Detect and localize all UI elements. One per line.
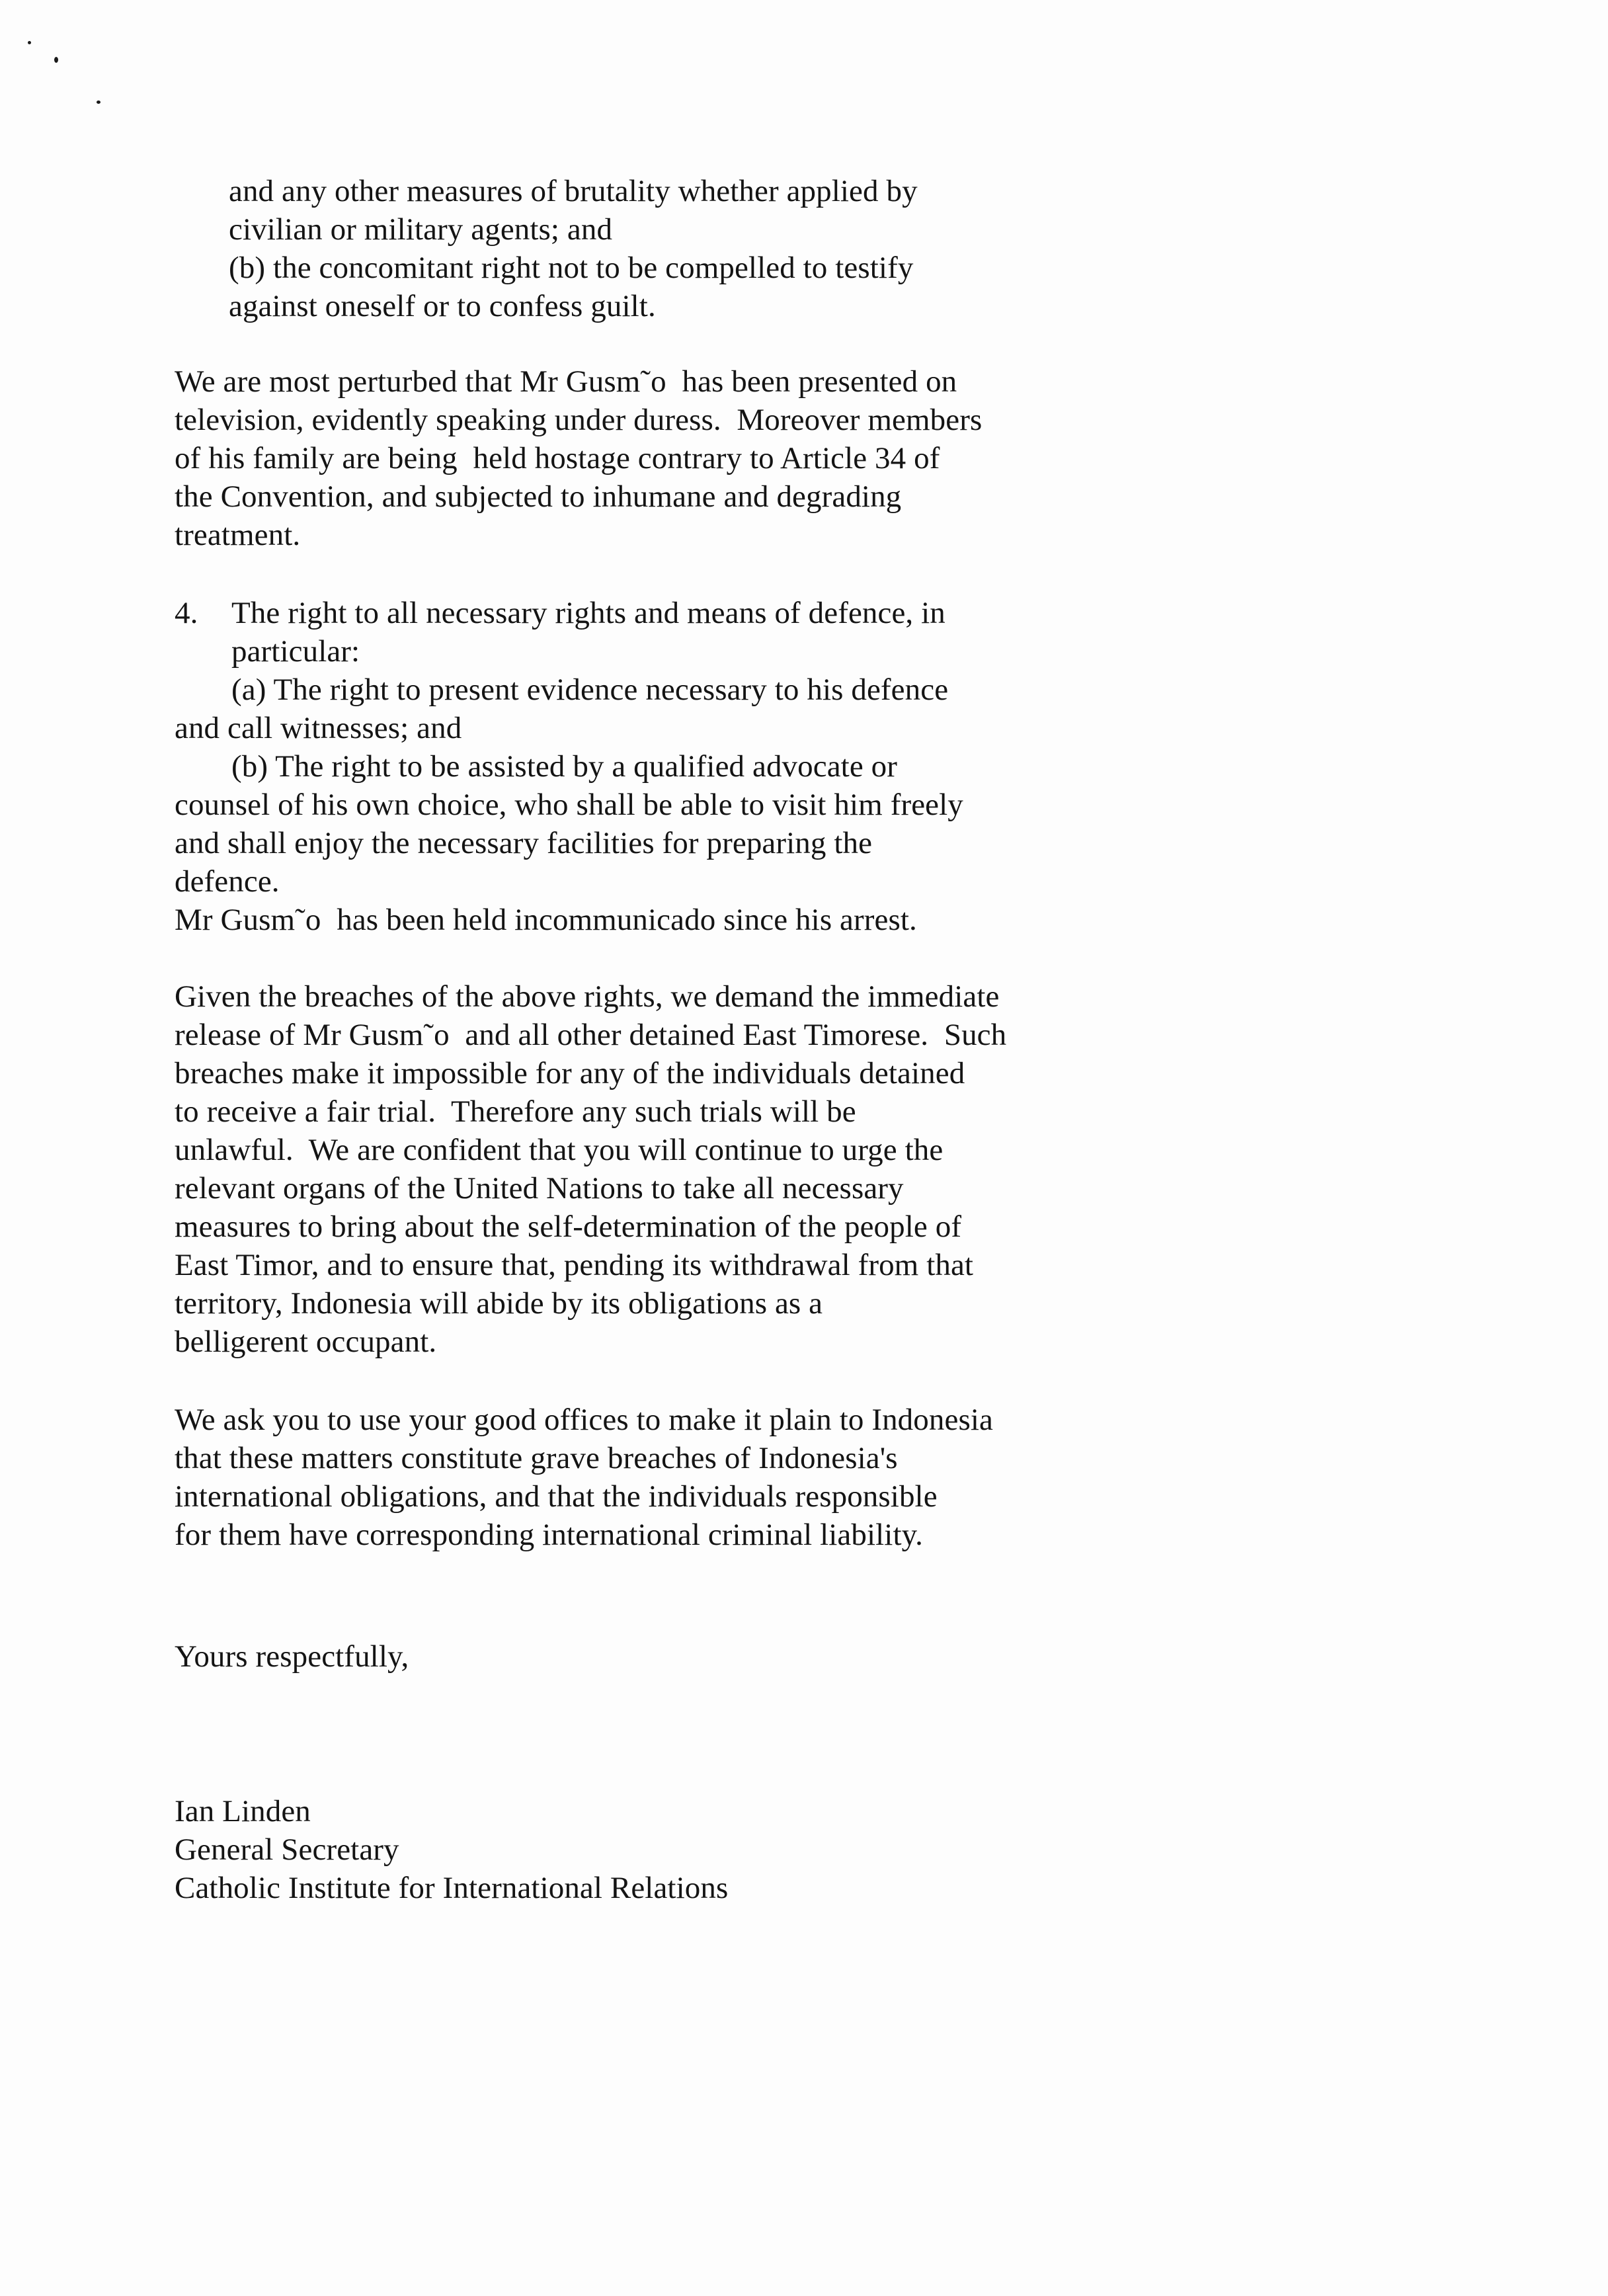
paragraph-line: the Convention, and subjected to inhumane and degrading xyxy=(175,479,902,514)
paragraph-line: that these matters constitute grave breaches of Indonesia's xyxy=(175,1441,898,1475)
paragraph-line: treatment. xyxy=(175,518,301,552)
paragraph-line: measures to bring about the self-determination of the people of xyxy=(175,1210,962,1244)
scan-speck xyxy=(54,57,58,63)
closing-salutation: Yours respectfully, xyxy=(175,1639,409,1674)
paragraph-line: The right to all necessary rights and means of defence, in xyxy=(231,596,945,630)
signatory-title: General Secretary xyxy=(175,1832,399,1867)
paragraph-line: against oneself or to confess guilt. xyxy=(229,289,656,323)
paragraph-line: to receive a fair trial. Therefore any such trials will be xyxy=(175,1094,856,1129)
paragraph-line: unlawful. We are confident that you will continue to urge the xyxy=(175,1133,944,1167)
paragraph-line: (b) The right to be assisted by a qualified advocate or xyxy=(231,749,897,784)
paragraph-line: for them have corresponding international criminal liability. xyxy=(175,1518,924,1552)
scan-speck xyxy=(97,101,100,104)
paragraph-line: territory, Indonesia will abide by its obligations as a xyxy=(175,1286,823,1321)
paragraph-line: and call witnesses; and xyxy=(175,711,462,745)
paragraph-line: relevant organs of the United Nations to take all necessary xyxy=(175,1171,904,1206)
item-number: 4. xyxy=(175,596,198,630)
paragraph-line: international obligations, and that the individuals responsible xyxy=(175,1479,938,1514)
paragraph-line: breaches make it impossible for any of the individuals detained xyxy=(175,1056,965,1090)
paragraph-line: defence. xyxy=(175,864,280,899)
paragraph-line: and shall enjoy the necessary facilities for preparing the xyxy=(175,826,873,860)
paragraph-line: television, evidently speaking under duress. Moreover members xyxy=(175,403,983,437)
paragraph-line: (a) The right to present evidence necessary to his defence xyxy=(231,673,949,707)
paragraph-line: particular: xyxy=(231,634,360,669)
signatory-name: Ian Linden xyxy=(175,1794,311,1828)
paragraph-line: belligerent occupant. xyxy=(175,1325,437,1359)
paragraph-line: We are most perturbed that Mr Gusm˜o has been presented on xyxy=(175,364,957,399)
paragraph-line: Given the breaches of the above rights, we demand the immediate xyxy=(175,979,1000,1014)
paragraph-line: and any other measures of brutality whether applied by xyxy=(229,174,918,208)
paragraph-line: civilian or military agents; and xyxy=(229,212,613,247)
paragraph-line: (b) the concomitant right not to be compelled to testify xyxy=(229,251,914,285)
paragraph-line: release of Mr Gusm˜o and all other detained East Timorese. Such xyxy=(175,1018,1007,1052)
scan-speck xyxy=(28,41,31,44)
paragraph-line: East Timor, and to ensure that, pending its withdrawal from that xyxy=(175,1248,974,1282)
paragraph-line: counsel of his own choice, who shall be able to visit him freely xyxy=(175,788,963,822)
paragraph-line: of his family are being held hostage contrary to Article 34 of xyxy=(175,441,940,475)
paragraph-line: Mr Gusm˜o has been held incommunicado since his arrest. xyxy=(175,903,917,937)
signatory-organization: Catholic Institute for International Relations xyxy=(175,1871,729,1905)
paragraph-line: We ask you to use your good offices to make it plain to Indonesia xyxy=(175,1403,993,1437)
